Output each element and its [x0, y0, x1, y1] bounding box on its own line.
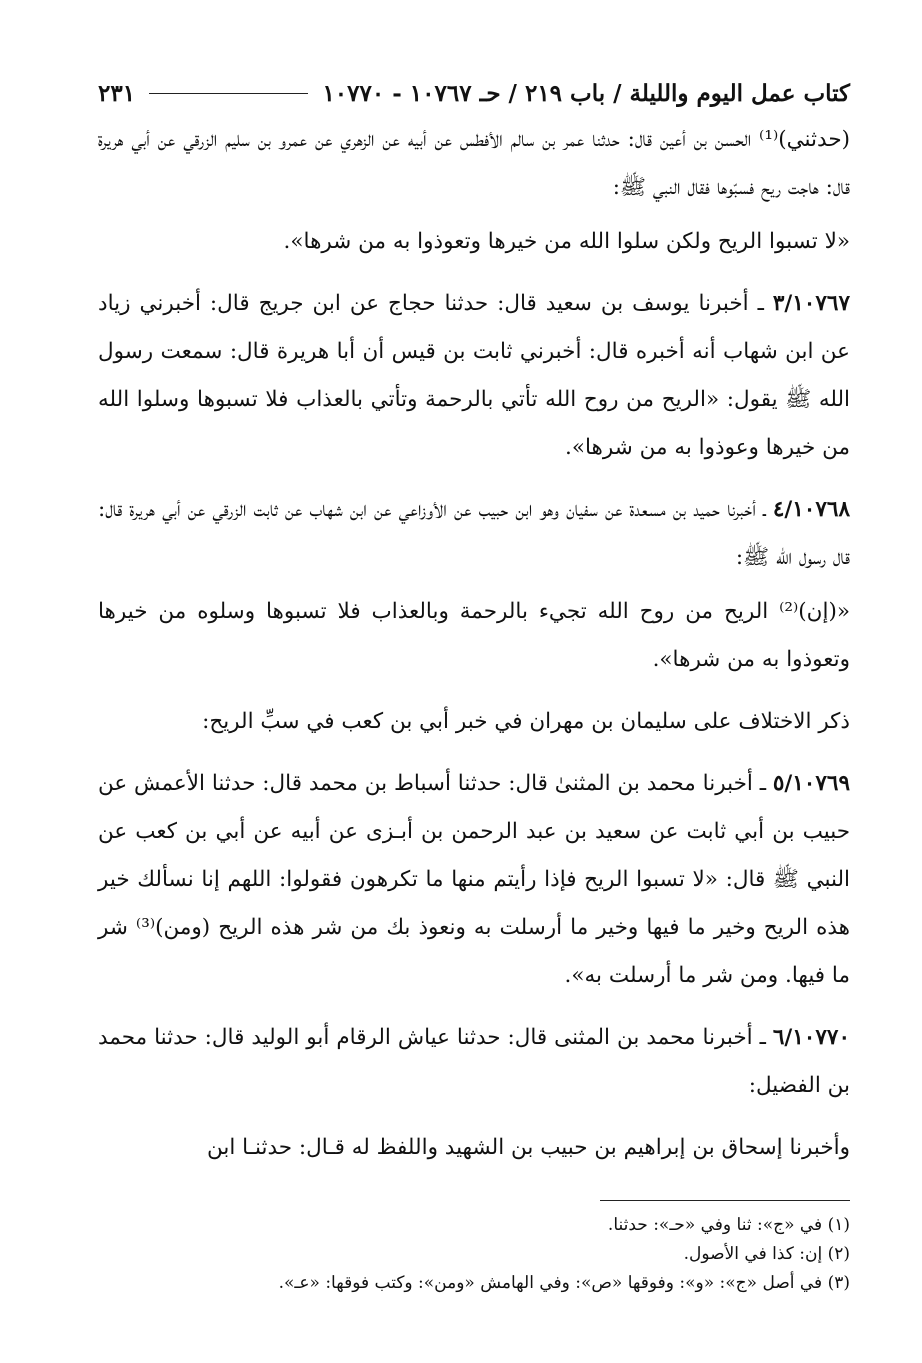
footnote: (٢) إن: كذا في الأصول.: [683, 1244, 850, 1264]
paragraph-text: ـ أخبرنا حميد بن مسعدة عن سفيان وهو ابن حبيب عن الأوزاعي عن ابن شهاب عن ثابت الزرقي عن أبي هريرة قال: قال رسول الله ﷺ:: [98, 497, 850, 570]
paragraph: [98, 588, 850, 684]
hadith-number: ٥/١٠٧٦٩: [772, 771, 850, 796]
header-rule: [149, 93, 308, 94]
hadith-paragraph: [98, 760, 850, 1000]
footnote-rule: [600, 1200, 850, 1201]
hadith-paragraph: [98, 1014, 850, 1110]
paragraph-text: ـ أخبرنا محمد بن المثنىٰ قال: حدثنا أسباط بن محمد قال: حدثنا الأعمش عن حبيب بن أبي ثابت عن سعيد بن عبد الرحمن بن أبـزى عن أبيه عن أبي بن كعب عن النبي ﷺ قال: «لا تسبوا الريح فإذا رأيتم منها ما تكرهون فقولوا: اللهم إنا نسألك خير هذه الريح وخير ما فيها وخير ما أرسلت به ونعوذ بك من شر هذه الريح (ومن)⁽³⁾ شر ما فيها. ومن شر ما أرسلت به».: [98, 771, 850, 988]
book-page: [98, 70, 850, 1298]
hadith-paragraph: [98, 486, 850, 582]
paragraph: [98, 1124, 850, 1172]
paragraph-text: وأخبرنا إسحاق بن إبراهيم بن حبيب بن الشهيد واللفظ له قـال: حدثنـا ابن: [207, 1135, 850, 1160]
paragraph: [98, 218, 850, 266]
footnote: (١) في «ج»: ثنا وفي «حـ»: حدثنا.: [607, 1215, 850, 1235]
main-text: [98, 116, 850, 1172]
page-number: ٢٣١: [98, 79, 136, 107]
paragraph-text: (حدثني)⁽¹⁾ الحسن بن أعين قال: حدثنا عمر بن سالم الأفطس عن أبيه عن الزهري عن عمرو بن سليم الزرقي عن أبي هريرة قال: هاجت ريح فسبّوها فقال النبي ﷺ:: [98, 127, 850, 200]
paragraph-text: «(إن)⁽²⁾ الريح من روح الله تجيء بالرحمة وبالعذاب فلا تسبوها وسلوه من خيرها وتعوذوا به من شرها».: [98, 599, 850, 672]
hadith-paragraph: [98, 280, 850, 472]
section-heading: [98, 698, 850, 746]
paragraph-text: ـ أخبرنا محمد بن المثنى قال: حدثنا عياش الرقام أبو الوليد قال: حدثنا محمد بن الفضيل:: [98, 1025, 850, 1098]
paragraph-text: «لا تسبوا الريح ولكن سلوا الله من خيرها وتعوذوا به من شرها».: [283, 229, 850, 254]
paragraph-text: ذكر الاختلاف على سليمان بن مهران في خبر أبي بن كعب في سبِّ الريح:: [202, 709, 850, 734]
hadith-number: ٦/١٠٧٧٠: [772, 1025, 850, 1050]
hadith-number: ٤/١٠٧٦٨: [772, 497, 850, 522]
paragraph-text: ـ أخبرنا يوسف بن سعيد قال: حدثنا حجاج عن ابن جريج قال: أخبرني زياد عن ابن شهاب أنه أخبره قال: أخبرني ثابت بن قيس أن أبا هريرة قال: سمعت رسول الله ﷺ يقول: «الريح من روح الله تأتي بالرحمة وتأتي بالعذاب فلا تسبوها وسلوا الله من خيرها وعوذوا به من شرها».: [98, 291, 850, 460]
hadith-number: ٣/١٠٧٦٧: [772, 291, 850, 316]
paragraph: [98, 116, 850, 212]
footnote: (٣) في أصل «ج»: «و»: وفوقها «ص»: وفي الهامش «ومن»: وكتب فوقها: «عـ».: [278, 1273, 850, 1293]
header-title: كتاب عمل اليوم والليلة / باب ٢١٩ / حـ ١٠٧٦٧ - ١٠٧٧٠: [322, 79, 850, 107]
footnotes: [98, 1211, 850, 1298]
running-header: [98, 70, 850, 116]
